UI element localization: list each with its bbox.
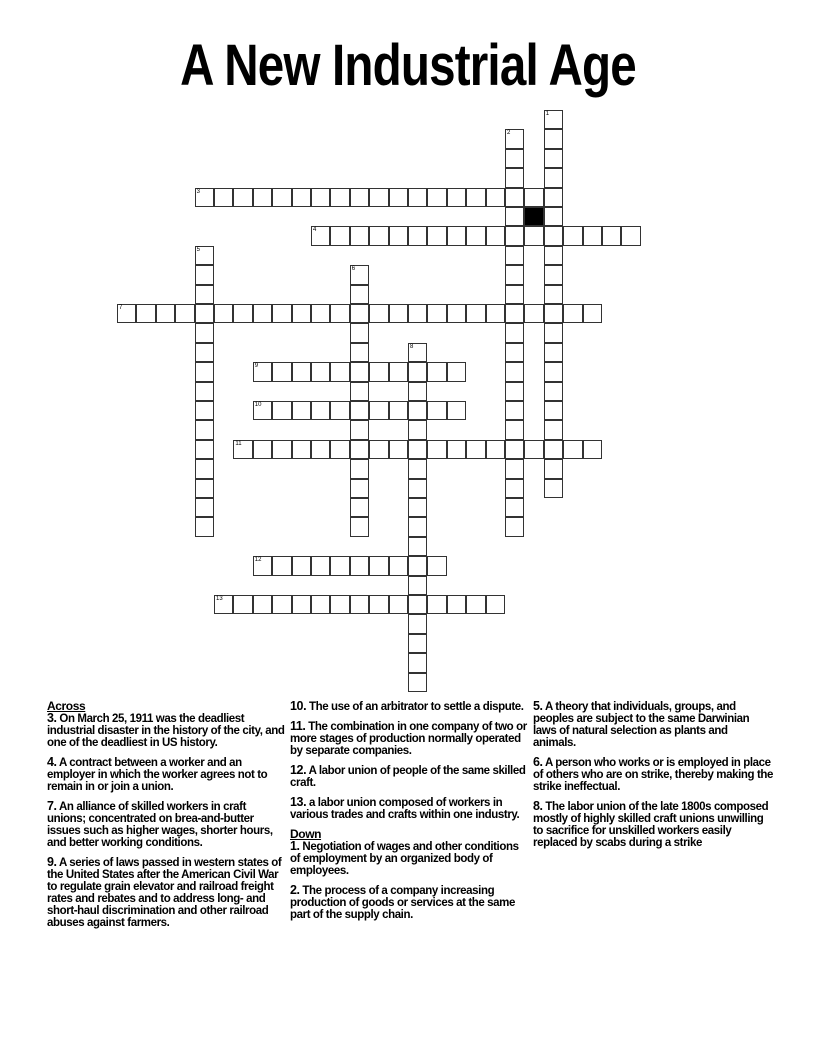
grid-cell[interactable]	[311, 556, 330, 575]
grid-cell[interactable]	[447, 362, 466, 381]
clue-number: 4.	[47, 755, 57, 769]
grid-cell[interactable]	[369, 556, 388, 575]
clue-number: 9.	[47, 855, 57, 869]
grid-cell[interactable]	[505, 498, 524, 517]
grid-cell[interactable]	[369, 226, 388, 245]
grid-cell[interactable]	[427, 595, 446, 614]
grid-cell[interactable]	[195, 479, 214, 498]
grid-cell[interactable]	[408, 343, 427, 362]
grid-cell[interactable]	[544, 110, 563, 129]
grid-cell[interactable]	[330, 188, 349, 207]
grid-cell[interactable]	[330, 440, 349, 459]
across-header: Across	[47, 699, 86, 713]
grid-cell[interactable]	[505, 479, 524, 498]
grid-cell[interactable]	[389, 401, 408, 420]
grid-cell[interactable]	[292, 401, 311, 420]
grid-cell[interactable]	[544, 188, 563, 207]
clue-text: A theory that individuals, groups, and peoples are subject to the same Darwinian laws of natural selection as plants and animals.	[533, 701, 750, 749]
grid-cell[interactable]	[311, 304, 330, 323]
grid-cell[interactable]	[408, 459, 427, 478]
grid-number: 8	[410, 343, 414, 350]
grid-cell[interactable]	[447, 401, 466, 420]
grid-cell[interactable]	[408, 479, 427, 498]
grid-cell[interactable]	[311, 401, 330, 420]
grid-cell[interactable]	[330, 226, 349, 245]
grid-cell[interactable]	[330, 304, 349, 323]
grid-number: 4	[313, 227, 317, 234]
grid-cell[interactable]	[408, 420, 427, 439]
grid-cell[interactable]	[505, 265, 524, 284]
grid-cell[interactable]	[505, 188, 524, 207]
grid-cell[interactable]	[544, 285, 563, 304]
grid-cell[interactable]	[350, 556, 369, 575]
grid-cell[interactable]	[369, 595, 388, 614]
clue-text: A contract between a worker and an employer in which the worker agrees not to remain in or join a union.	[47, 757, 268, 793]
clue-number: 5.	[533, 699, 543, 713]
clue-across-9	[47, 856, 287, 929]
clue-across-10	[290, 700, 530, 713]
grid-cell[interactable]	[544, 226, 563, 245]
clue-text: The use of an arbitrator to settle a dispute.	[308, 701, 524, 713]
grid-cell[interactable]	[272, 595, 291, 614]
grid-cell[interactable]	[292, 440, 311, 459]
grid-cell[interactable]	[505, 129, 524, 148]
grid-cell[interactable]	[350, 304, 369, 323]
grid-cell[interactable]	[195, 362, 214, 381]
clue-down-6	[533, 756, 773, 793]
clue-number: 11.	[290, 719, 306, 733]
grid-cell[interactable]	[447, 440, 466, 459]
grid-cell[interactable]	[195, 517, 214, 536]
grid-cell[interactable]	[505, 226, 524, 245]
grid-cell[interactable]	[195, 498, 214, 517]
grid-cell[interactable]	[583, 440, 602, 459]
grid-cell[interactable]	[544, 168, 563, 187]
grid-cell[interactable]	[272, 304, 291, 323]
grid-cell[interactable]	[389, 304, 408, 323]
clue-text: A person who works or is employed in place of others who are on strike, thereby making the strike ineffectual.	[533, 757, 774, 793]
grid-cell[interactable]	[272, 362, 291, 381]
grid-cell[interactable]	[389, 595, 408, 614]
grid-cell[interactable]	[195, 382, 214, 401]
down-header: Down	[290, 827, 322, 841]
grid-cell[interactable]	[369, 188, 388, 207]
grid-cell[interactable]	[466, 226, 485, 245]
clue-down-5	[533, 700, 773, 749]
grid-cell[interactable]	[292, 556, 311, 575]
grid-cell[interactable]	[544, 459, 563, 478]
clue-text: Negotiation of wages and other conditions of employment by an organized body of employees.	[290, 841, 519, 877]
grid-cell[interactable]	[195, 343, 214, 362]
grid-cell[interactable]	[524, 226, 543, 245]
grid-cell[interactable]	[408, 226, 427, 245]
grid-number: 9	[254, 363, 259, 370]
grid-cell[interactable]	[389, 556, 408, 575]
grid-cell[interactable]	[350, 479, 369, 498]
grid-cell[interactable]	[505, 149, 524, 168]
clue-number: 1.	[290, 839, 300, 853]
grid-cell[interactable]	[350, 323, 369, 342]
grid-cell[interactable]	[408, 634, 427, 653]
grid-cell[interactable]	[389, 188, 408, 207]
clue-down-8	[533, 800, 773, 849]
grid-cell[interactable]	[466, 440, 485, 459]
grid-cell[interactable]	[427, 401, 446, 420]
clue-number: 6.	[533, 755, 543, 769]
grid-cell[interactable]	[408, 401, 427, 420]
grid-cell[interactable]	[544, 343, 563, 362]
grid-cell[interactable]	[544, 479, 563, 498]
grid-cell[interactable]	[505, 362, 524, 381]
grid-number: 7	[119, 305, 123, 311]
grid-number: 10	[254, 402, 262, 408]
grid-cell[interactable]	[369, 362, 388, 381]
grid-cell[interactable]	[544, 129, 563, 148]
grid-cell[interactable]	[350, 595, 369, 614]
grid-cell[interactable]	[195, 285, 214, 304]
grid-cell[interactable]	[408, 556, 427, 575]
grid-cell[interactable]	[253, 401, 272, 420]
grid-cell[interactable]	[233, 595, 252, 614]
grid-cell[interactable]	[486, 226, 505, 245]
grid-cell[interactable]	[369, 440, 388, 459]
grid-cell[interactable]	[563, 226, 582, 245]
black-cell	[524, 207, 543, 226]
grid-cell[interactable]	[408, 304, 427, 323]
grid-cell[interactable]	[544, 382, 563, 401]
clue-across-7	[47, 800, 287, 849]
clues-column-2	[290, 700, 530, 928]
grid-cell[interactable]	[136, 304, 155, 323]
grid-cell[interactable]	[408, 614, 427, 633]
grid-cell[interactable]	[330, 556, 349, 575]
grid-cell[interactable]	[505, 304, 524, 323]
grid-cell[interactable]	[350, 285, 369, 304]
grid-cell[interactable]	[214, 595, 233, 614]
grid-cell[interactable]	[427, 226, 446, 245]
page-title: A New Industrial Age	[180, 33, 636, 98]
grid-cell[interactable]	[195, 188, 214, 207]
grid-cell[interactable]	[369, 304, 388, 323]
clue-text: The combination in one company of two or more stages of production normally operated by separate companies.	[290, 721, 527, 757]
grid-cell[interactable]	[427, 440, 446, 459]
clue-down-2	[290, 884, 530, 921]
grid-cell[interactable]	[350, 440, 369, 459]
grid-cell[interactable]	[311, 362, 330, 381]
grid-number: 1	[545, 111, 550, 117]
clue-down-1	[290, 840, 530, 877]
clue-number: 2.	[290, 883, 300, 897]
grid-cell[interactable]	[408, 362, 427, 381]
grid-cell[interactable]	[486, 188, 505, 207]
grid-cell[interactable]	[272, 556, 291, 575]
grid-cell[interactable]	[602, 226, 621, 245]
clue-text: A labor union of people of the same skilled craft.	[290, 765, 526, 789]
grid-cell[interactable]	[311, 440, 330, 459]
clue-across-4	[47, 756, 287, 793]
grid-cell[interactable]	[233, 440, 252, 459]
grid-cell[interactable]	[389, 440, 408, 459]
grid-cell[interactable]	[389, 362, 408, 381]
grid-cell[interactable]	[408, 576, 427, 595]
grid-cell[interactable]	[350, 459, 369, 478]
grid-cell[interactable]	[505, 285, 524, 304]
grid-cell[interactable]	[195, 420, 214, 439]
grid-cell[interactable]	[175, 304, 194, 323]
clues-column-1	[47, 700, 287, 936]
grid-cell[interactable]	[447, 304, 466, 323]
clue-text: An alliance of skilled workers in craft unions; concentrated on brea-and-butter issues such as higher wages, shorter hours, and better working conditions.	[47, 801, 273, 849]
grid-cell[interactable]	[505, 207, 524, 226]
grid-cell[interactable]	[427, 304, 446, 323]
grid-cell[interactable]	[524, 304, 543, 323]
clue-number: 3.	[47, 711, 57, 725]
grid-cell[interactable]	[408, 673, 427, 692]
grid-cell[interactable]	[214, 304, 233, 323]
grid-cell[interactable]	[369, 401, 388, 420]
grid-cell[interactable]	[544, 323, 563, 342]
grid-cell[interactable]	[408, 517, 427, 536]
grid-cell[interactable]	[544, 246, 563, 265]
grid-cell[interactable]	[253, 595, 272, 614]
grid-number: 13	[216, 596, 223, 602]
grid-cell[interactable]	[350, 343, 369, 362]
clue-text: a labor union composed of workers in various trades and crafts within one industry.	[290, 797, 520, 821]
grid-number: 11	[235, 440, 242, 447]
clue-number: 7.	[47, 799, 57, 813]
clue-text: A series of laws passed in western states of the United States after the American Civil War to regulate grain elevator and railroad freight rates and rebates and to address long- and short-haul discrimination and other railroad abuses against farmers.	[47, 857, 282, 929]
grid-cell[interactable]	[330, 401, 349, 420]
grid-cell[interactable]	[408, 440, 427, 459]
grid-cell[interactable]	[156, 304, 175, 323]
grid-cell[interactable]	[195, 440, 214, 459]
grid-cell[interactable]	[505, 420, 524, 439]
grid-cell[interactable]	[486, 304, 505, 323]
grid-cell[interactable]	[505, 246, 524, 265]
grid-cell[interactable]	[330, 595, 349, 614]
grid-cell[interactable]	[486, 440, 505, 459]
clue-across-13	[290, 796, 530, 821]
grid-cell[interactable]	[544, 304, 563, 323]
grid-cell[interactable]	[253, 440, 272, 459]
grid-cell[interactable]	[408, 653, 427, 672]
grid-cell[interactable]	[466, 304, 485, 323]
grid-cell[interactable]	[583, 304, 602, 323]
grid-cell[interactable]	[350, 226, 369, 245]
grid-cell[interactable]	[195, 323, 214, 342]
grid-cell[interactable]	[505, 343, 524, 362]
clue-across-3	[47, 712, 287, 749]
grid-number: 5	[196, 246, 200, 253]
grid-cell[interactable]	[350, 401, 369, 420]
grid-cell[interactable]	[350, 517, 369, 536]
clue-across-11	[290, 720, 530, 757]
grid-cell[interactable]	[195, 401, 214, 420]
grid-cell[interactable]	[486, 595, 505, 614]
grid-cell[interactable]	[447, 226, 466, 245]
grid-cell[interactable]	[214, 188, 233, 207]
grid-cell[interactable]	[330, 362, 349, 381]
grid-cell[interactable]	[544, 420, 563, 439]
clue-text: The process of a company increasing production of goods or services at the same part of the supply chain.	[290, 885, 515, 921]
grid-cell[interactable]	[544, 362, 563, 381]
grid-cell[interactable]	[389, 226, 408, 245]
grid-cell[interactable]	[544, 440, 563, 459]
grid-cell[interactable]	[272, 401, 291, 420]
grid-cell[interactable]	[311, 188, 330, 207]
grid-cell[interactable]	[350, 498, 369, 517]
grid-cell[interactable]	[292, 595, 311, 614]
grid-cell[interactable]	[292, 362, 311, 381]
grid-cell[interactable]	[292, 304, 311, 323]
grid-cell[interactable]	[505, 401, 524, 420]
clue-number: 8.	[533, 799, 543, 813]
grid-number: 3	[196, 188, 200, 195]
grid-cell[interactable]	[350, 265, 369, 284]
grid-cell[interactable]	[195, 246, 214, 265]
grid-cell[interactable]	[583, 226, 602, 245]
grid-cell[interactable]	[524, 440, 543, 459]
grid-number: 12	[254, 557, 262, 564]
grid-cell[interactable]	[466, 595, 485, 614]
clue-text: On March 25, 1911 was the deadliest industrial disaster in the history of the city, and one of the deadliest in US history.	[47, 713, 285, 749]
grid-cell[interactable]	[311, 226, 330, 245]
grid-cell[interactable]	[544, 207, 563, 226]
grid-cell[interactable]	[427, 556, 446, 575]
grid-cell[interactable]	[505, 517, 524, 536]
clue-number: 12.	[290, 763, 307, 777]
grid-cell[interactable]	[253, 362, 272, 381]
grid-cell[interactable]	[408, 382, 427, 401]
grid-cell[interactable]	[427, 362, 446, 381]
grid-cell[interactable]	[311, 595, 330, 614]
grid-cell[interactable]	[447, 595, 466, 614]
grid-cell[interactable]	[195, 304, 214, 323]
grid-cell[interactable]	[505, 440, 524, 459]
grid-cell[interactable]	[253, 304, 272, 323]
grid-cell[interactable]	[544, 265, 563, 284]
grid-cell[interactable]	[427, 188, 446, 207]
grid-cell[interactable]	[505, 459, 524, 478]
grid-cell[interactable]	[350, 382, 369, 401]
grid-cell[interactable]	[505, 168, 524, 187]
grid-cell[interactable]	[524, 188, 543, 207]
grid-cell[interactable]	[408, 188, 427, 207]
grid-cell[interactable]	[621, 226, 640, 245]
grid-cell[interactable]	[350, 362, 369, 381]
grid-number: 6	[351, 266, 356, 273]
grid-number: 2	[507, 130, 511, 137]
grid-cell[interactable]	[447, 188, 466, 207]
clues-column-3	[533, 700, 773, 856]
grid-cell[interactable]	[253, 556, 272, 575]
grid-cell[interactable]	[544, 401, 563, 420]
grid-cell[interactable]	[505, 382, 524, 401]
grid-cell[interactable]	[563, 440, 582, 459]
grid-cell[interactable]	[408, 498, 427, 517]
grid-cell[interactable]	[272, 440, 291, 459]
grid-cell[interactable]	[253, 188, 272, 207]
grid-cell[interactable]	[195, 265, 214, 284]
grid-cell[interactable]	[272, 188, 291, 207]
grid-cell[interactable]	[233, 188, 252, 207]
grid-cell[interactable]	[466, 188, 485, 207]
grid-cell[interactable]	[408, 537, 427, 556]
grid-cell[interactable]	[408, 595, 427, 614]
grid-cell[interactable]	[350, 188, 369, 207]
grid-cell[interactable]	[292, 188, 311, 207]
grid-cell[interactable]	[233, 304, 252, 323]
grid-cell[interactable]	[544, 149, 563, 168]
grid-cell[interactable]	[195, 459, 214, 478]
clue-number: 10.	[290, 699, 307, 713]
clue-across-12	[290, 764, 530, 789]
clue-text: The labor union of the late 1800s composed mostly of highly skilled craft unions unwilling to sacrifice for unskilled workers easily replaced by scabs during a strike	[533, 801, 769, 849]
grid-cell[interactable]	[563, 304, 582, 323]
clue-number: 13.	[290, 795, 307, 809]
grid-cell[interactable]	[117, 304, 136, 323]
grid-cell[interactable]	[350, 420, 369, 439]
grid-cell[interactable]	[505, 323, 524, 342]
